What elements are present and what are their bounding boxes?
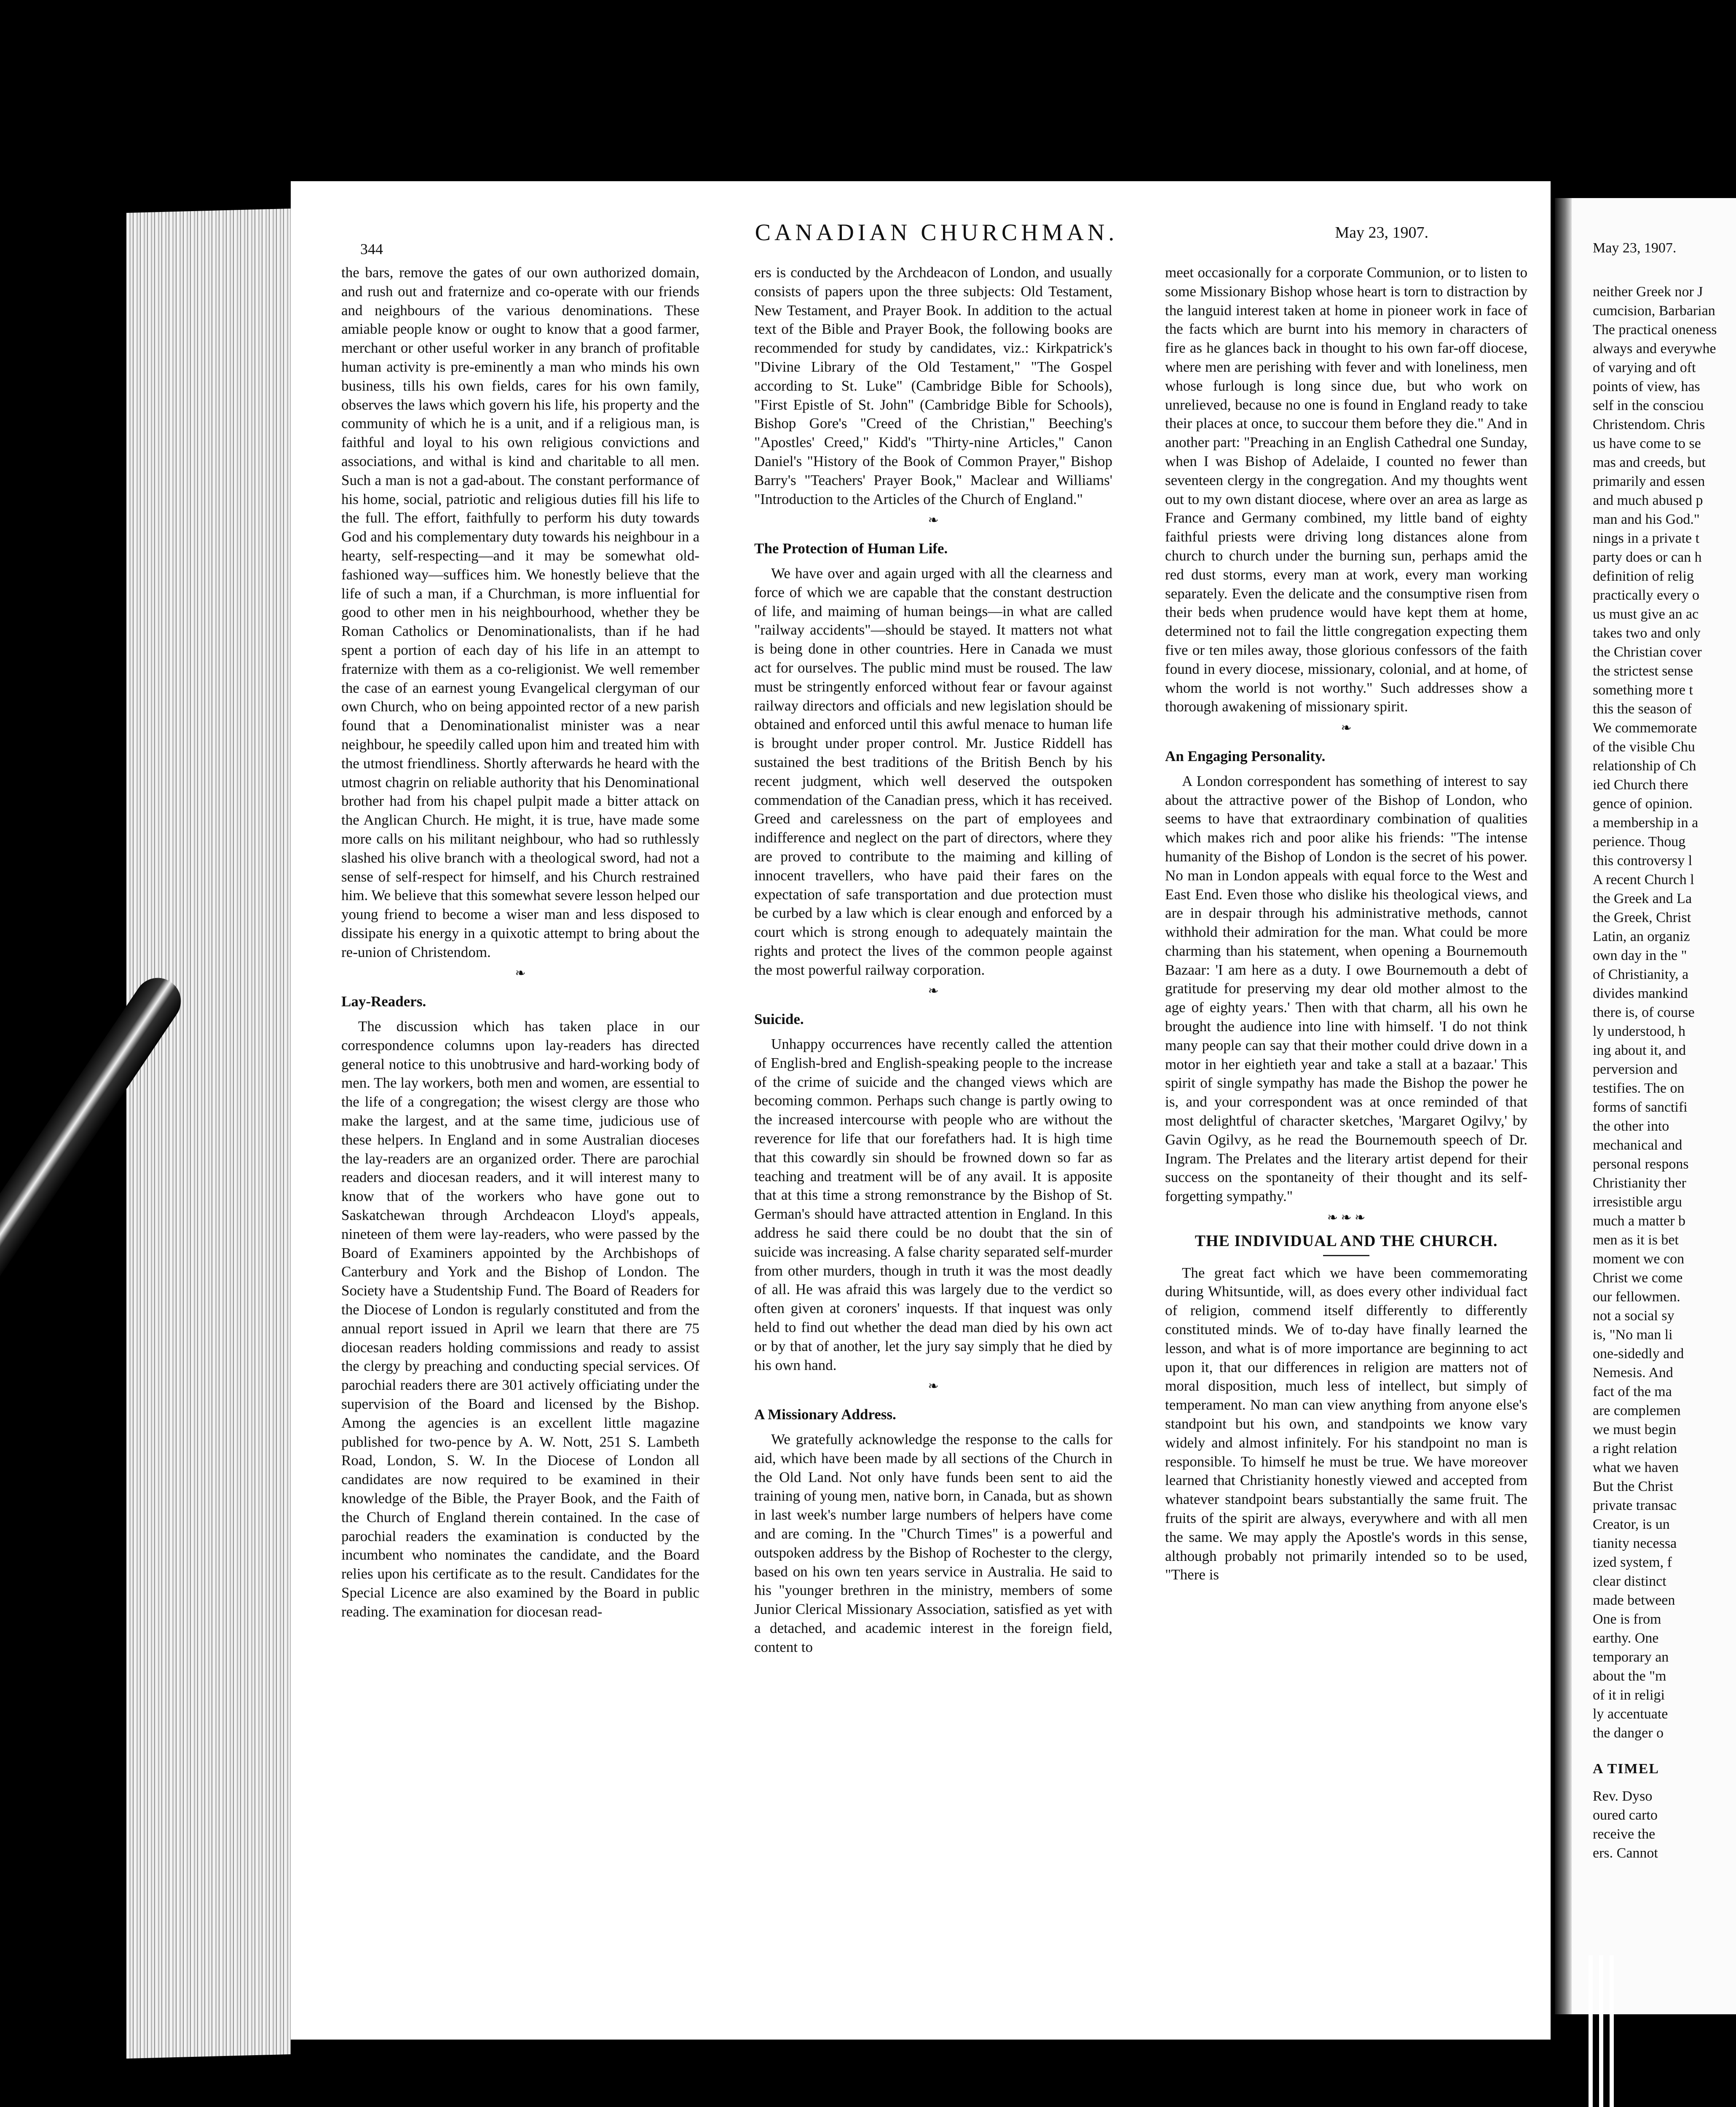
facing-page-line: receive the [1593,1826,1656,1842]
engaging-personality-body: A London correspondent has something of interest to say about the attractive power of the Bishop of London, who seems to have that extraordinary combination of qualities which makes rich and poor alike his friends: "The intense humanity of the Bishop of London is the secret of his power. No man in London appeals with equal force to the West and East End. Even those who dislike his theological views, and are in despair through his administrative methods, cannot withhold their admiration for the man. What could be more charming than his statement, when opening a Bournemouth Bazaar: 'I am here as a duty. I owe Bournemouth a debt of gratitude for preserving my dear old mother almost to the age of eighty years.' Then with that charm, all his own he brought the audience into line with himself. 'I do not think many people can say that their mother could drive down in a motor in her eightieth year and take a stall at a bazaar.' This spirit of single sympathy has made the Bishop the power he is, and your correspondent was at once reminded of that most delightful of character sketches, 'Margaret Ogilvy,' by Gavin Ogilvy, as he read the Bournemouth speech of Dr. Ingram. The Prelates and the literary artist depend for their success on the spontaneity of their thought and its self-forgetting sympathy." [1165,772,1527,1205]
facing-page-line: clear distinct [1593,1574,1666,1589]
section-ornament: ❧ [928,984,939,998]
missionary-address-body: We gratefully acknowledge the response to the calls for aid, which have been made by all sections of the Church in the Old Land. Not only have funds been sent to aid the training of young men, native born, in Canada, but as shown in last week's number large numbers of helpers have come and are coming. In the "Church Times" is a powerful and outspoken address by the Bishop of Rochester to the clergy, based on his own ten years service in Australia. He said to his "younger brethren in the ministry, members of some Junior Clerical Missionary Association, satisfied as yet with a detached, and academic interest in the foreign field, content to [754,1431,1112,1655]
facing-page-line: something more t [1593,682,1693,698]
film-margin-bars [1589,1955,1614,2107]
facing-page-line: points of view, has [1593,379,1700,394]
facing-page-line: not a social sy [1593,1308,1674,1324]
facing-page-line: we must begin [1593,1422,1677,1437]
page-number: 344 [360,241,383,257]
facing-page-line: the strictest sense [1593,663,1693,679]
facing-page-line: ing about it, and [1593,1043,1686,1058]
heading-rule [1323,1255,1369,1256]
facing-page-line: Latin, an organiz [1593,929,1690,944]
facing-page-line: One is from [1593,1611,1661,1627]
facing-page-line: private transac [1593,1498,1677,1513]
facing-page-line: temporary an [1593,1649,1669,1665]
facing-page-line: of varying and oft [1593,360,1696,375]
facing-page-line: this the season of [1593,701,1692,717]
facing-page-line: tianity necessa [1593,1536,1677,1551]
heading-individual-and-church: THE INDIVIDUAL AND THE CHURCH. [1195,1232,1498,1250]
facing-page-line: much a matter b [1593,1213,1685,1229]
column2-intro: ers is conducted by the Archdeacon of London, and usually consists of papers upon the three subjects: Old Testament, New Testament, and Prayer Book. In addition to the actual text of the Bible and Prayer Book, the following books are recommended for study by candidates, viz.: Kirkpatrick's "Divine Library of the Old Testament," "The Gospel according to St. Luke" (Cambridge Bible for Schools), "First Epistle of St. John" (Cambridge Bible for Schools), Bishop Gore's "Creed of the Christian," Beeching's "Apostles' Creed," Kidd's "Thirty-nine Articles," Canon Daniel's "History of the Book of Common Prayer," Bishop Barry's "Teachers' Prayer Book," Maclear and Williams' "Introduction to the Articles of the Church of England." [754,264,1112,507]
facing-page-line: of the visible Chu [1593,739,1695,755]
facing-page-line: one-sidedly and [1593,1346,1684,1362]
facing-page-line: the Christian cover [1593,644,1702,660]
heading-suicide: Suicide. [754,1011,804,1028]
facing-page-line: gence of opinion. [1593,796,1693,812]
section-ornament-triple: ❧ ❧ ❧ [1327,1211,1366,1225]
facing-page-line: made between [1593,1592,1675,1608]
facing-page-heading: A TIMEL [1593,1761,1659,1777]
facing-page-line: But the Christ [1593,1479,1673,1494]
facing-page-line: us have come to se [1593,436,1701,451]
facing-page-line: us must give an ac [1593,606,1699,622]
facing-page-line: fact of the ma [1593,1384,1672,1399]
facing-page-line: takes two and only [1593,625,1701,641]
facing-page-line: practically every o [1593,587,1699,603]
suicide-body: Unhappy occurrences have recently called the attention of English-bred and English-speaking people to the increase of the crime of suicide and the changed views which are becoming common. Perhaps such change is partly owing to the increased intercourse with people who are without the reverence for life that our forefathers had. It is high time that this cowardly sin should be frowned down so far as teaching and treatment will be of any avail. It is apposite that at this time a strong remonstrance by the Bishop of St. German's should have attracted attention in England. In this address he said there could be no doubt that the sin of suicide was increasing. A false charity separated self-murder from other murders, though in truth it was the most deadly of all. He was afraid this was largely due to the verdict so often given at coroners' inquests. If that inquest was only held to find out whether the dead man died by his own act or by that of another, let the jury say simply that he died by his own hand. [754,1036,1112,1373]
facing-page-line: Nemesis. And [1593,1365,1673,1381]
issue-date: May 23, 1907. [1335,224,1428,241]
facing-page-line: earthy. One [1593,1630,1659,1646]
facing-page-line: a membership in a [1593,815,1698,831]
facing-page-line: the Greek, Christ [1593,910,1691,925]
facing-page-line: A recent Church l [1593,872,1694,887]
heading-protection-of-human-life: The Protection of Human Life. [754,540,948,557]
facing-page-line: forms of sanctifi [1593,1099,1688,1115]
facing-page-line: nings in a private t [1593,531,1700,546]
heading-engaging-personality: An Engaging Personality. [1165,748,1326,764]
facing-page-line: testifies. The on [1593,1080,1685,1096]
facing-page-line: irresistible argu [1593,1194,1682,1210]
lay-readers-body: The discussion which has taken place in our correspondence columns upon lay-readers has directed general notice to this unobtrusive and hard-working body of men. The lay workers, both men and women, are essential to the life of a congregation; the wisest clergy are those who make the largest, and at the same time, judicious use of these helpers. In England and in some Australian dioceses the lay-readers are an organized order. There are parochial readers and diocesan readers, and it will interest many to know that of the workers who have gone out to Saskatchewan through Archdeacon Lloyd's appeals, nineteen of them were lay-readers, who were passed by the Board of Examiners appointed by the Archbishops of Canterbury and York and the Bishop of London. The Society have a Studentship Fund. The Board of Readers for the Diocese of London is regularly constituted and from the annual report issued in April we learn that there are 75 diocesan readers holding commissions and ready to assist the clergy by preaching and conducting special services. Of parochial readers there are 301 actively officiating under the supervision of the Board and licensed by the Bishop. Among the agencies is an excellent little magazine published for two-pence by A. W. Nott, 251 S. Lambeth Road, London, S. W. In the Diocese of London all candidates are now required to be examined in their knowledge of the Bible, the Prayer Book, and the Faith of the Church of England therein contained. In the case of parochial readers the examination is conducted by the incumbent who nominates the candidate, and the Board relies upon his certificate as to the result. Candidates for the Special Licence are also examined by the Board in public reading. The examination for diocesan read- [341,1018,699,1620]
facing-page-line: the danger o [1593,1725,1664,1741]
facing-page-line: are complemen [1593,1403,1681,1418]
column-3 [1165,263,1527,1584]
facing-page-line: ied Church there [1593,777,1688,793]
facing-page-line: primarily and essen [1593,474,1705,489]
individual-and-church-body: The great fact which we have been commemorating during Whitsuntide, will, as does every other individual fact of religion, commend itself differently to differently constituted minds. We of to-day have finally learned the lesson, and what is of more importance are beginning to act upon it, that our differences in religion are matters not of moral disposition, much less of intellect, but simply of temperament. No man can view anything from anyone else's standpoint but his own, and standpoints we know vary widely and almost infinitely. For his standpoint no man is responsible. To himself he must be true. We have moreover learned that Christianity honestly viewed and accepted from whatever standpoint bears substantially the same fruit. The fruits of the spirit are always, everywhere and with all men the same. We may apply the Apostle's words in this sense, although probably not primarily intended so to be used, "There is [1165,1264,1527,1583]
facing-page-line: self in the consciou [1593,398,1704,413]
facing-page [1555,198,1736,2014]
facing-page-line: what we haven [1593,1460,1679,1475]
facing-page-line: moment we con [1593,1251,1685,1267]
facing-page-line: the other into [1593,1118,1669,1134]
facing-page-text [1593,282,1736,1863]
facing-page-line: The practical oneness [1593,322,1717,338]
facing-page-line: own day in the " [1593,948,1687,963]
book-page-edges [126,209,291,2059]
column1-intro: the bars, remove the gates of our own authorized domain, and rush out and fraternize and co-operate with our friends and neighbours of the various denominations. These amiable people know or ought to know that a good farmer, merchant or other useful worker in any branch of profitable human activity is pre-eminently a man who minds his own business, tills his own fields, cares for his own family, observes the laws which govern his life, his property and the community of which he is a unit, and if a religious man, is faithful and loyal to his own religious convictions and associations, and withal is kind and charitable to all men. Such a man is not a gad-about. The constant performance of his home, social, patriotic and religious duties fill his life to the full. The effort, faithfully to perform his duty towards God and his complementary duty towards his neighbour in a hearty, self-respecting—and it may be somewhat old-fashioned way—suffices him. We honestly believe that the life of such a man, if a Churchman, is more influential for good to other men in his neighbourhood, whether they be Roman Catholics or Denominationalists, than if he had spent a portion of each day of his life in an attempt to fraternize with them as a co-religionist. We well remember the case of an earnest young Evangelical clergyman of our own Church, who on being appointed rector of a new parish found that a Denominationalist minister was a near neighbour, he speedily called upon him and treated him with the utmost friendliness. Shortly afterwards he heard with the utmost chagrin on reliable authority that his Denominational brother had from his chapel pulpit made a bitter attack on the Anglican Church. He might, it is true, have made some more calls on his militant neighbour, who had so ruthlessly slashed his olive branch with a theological sword, had not a sense of self-respect for himself, and his Church restrained him. We believe that this somewhat severe lesson helped our young friend to become a wiser man and less disposed to dissipate his energy in a quixotic attempt to bring about the re-union of Christendom. [341,264,699,960]
column-1 [341,263,699,1622]
facing-page-line: cumcision, Barbarian [1593,303,1715,319]
facing-page-line: the Greek and La [1593,891,1692,906]
facing-page-line: is, "No man li [1593,1327,1673,1343]
section-ornament: ❧ [928,513,939,528]
facing-page-line: Christendom. Chris [1593,417,1705,432]
page-header [360,215,1513,257]
facing-page-line: men as it is bet [1593,1232,1679,1248]
facing-page-line: a right relation [1593,1441,1677,1456]
facing-page-line: ers. Cannot [1593,1845,1658,1861]
column3-intro: meet occasionally for a corporate Communion, or to listen to some Missionary Bishop whose heart is torn to distraction by the languid interest taken at home in pioneer work in face of the facts which are burnt into his memory in characters of fire as he glances back in thought to his own far-off diocese, where men are perishing with fever and with loneliness, men whose furlough is long since due, but who work on unrelieved, because no one is found in England ready to take their places at once, to succour them before they die." And in another part: "Preaching in an English Cathedral one Sunday, when I was Bishop of Adelaide, I counted no fewer than seventeen clergy in the congregation. And my thoughts went out to my own distant diocese, where over an area as large as France and Germany combined, my little band of eighty faithful priests were driving long distances alone from church to church under the burning sun, perhaps amid the red dust storms, every man at work, every man working separately. Even the delicate and the consumptive risen from their beds when prudence would have kept them at home, determined not to fail the little congregation expecting them five or ten miles away, those glorious confessors of the faith found in every diocese, missionary, colonial, and at home, of whom the world is not worthy." Such addresses show a thorough awakening of missionary spirit. [1165,264,1527,715]
facing-page-line: oured carto [1593,1807,1658,1823]
masthead: CANADIAN CHURCHMAN. [755,220,1118,246]
facing-page-line: Rev. Dyso [1593,1788,1653,1804]
facing-page-line: of it in religi [1593,1687,1665,1703]
facing-page-line: party does or can h [1593,550,1702,565]
facing-page-line: this controversy l [1593,853,1693,869]
section-ornament: ❧ [515,966,526,981]
facing-page-line: ized system, f [1593,1555,1672,1570]
facing-page-line: mas and creeds, but [1593,455,1706,470]
facing-page-line: man and his God." [1593,512,1700,527]
protection-of-human-life-body: We have over and again urged with all the clearness and force of which we are capable that the constant destruction of life, and maiming of human beings—in what are called "railway accidents"—should be stayed. It matters not what is being done in other countries. Here in Canada we must act for ourselves. The public mind must be roused. The law must be stringently enforced without fear or favour against railway directors and officials and new legislation should be obtained and enforced until this awful menace to human life is brought under proper control. Mr. Justice Riddell has sustained the best traditions of the British Bench by his recent judgment, which well deserved the outspoken commendation of the Canadian press, which it has received. Greed and carelessness on the part of employees and indifference and neglect on the part of directors, where they are proved to contribute to the maiming and killing of innocent travellers, who have paid their fares on the expectation of safe transportation and due protection must be curbed by a law which is clear enough and enforced by a court which is strong enough to adequately maintain the rights and protect the lives of the common people against the most powerful railway corporation. [754,565,1112,978]
heading-missionary-address: A Missionary Address. [754,1406,896,1423]
facing-page-line: Christ we come [1593,1270,1683,1286]
facing-page-line: perversion and [1593,1062,1678,1077]
facing-page-line: about the "m [1593,1668,1666,1684]
section-ornament: ❧ [1341,721,1352,735]
facing-page-line: neither Greek nor J [1593,284,1703,300]
facing-page-line: mechanical and [1593,1137,1682,1153]
facing-page-line: and much abused p [1593,493,1703,508]
facing-page-line: always and everywhe [1593,341,1716,357]
facing-page-line: of Christianity, a [1593,967,1689,982]
facing-page-date: May 23, 1907. [1593,240,1677,256]
facing-page-line: personal respons [1593,1156,1689,1172]
facing-page-line: ly accentuate [1593,1706,1668,1722]
page-gutter [1555,198,1572,2014]
facing-page-line: our fellowmen. [1593,1289,1680,1305]
facing-page-line: perience. Thoug [1593,834,1686,850]
facing-page-line: Creator, is un [1593,1517,1670,1532]
section-ornament: ❧ [928,1379,939,1394]
facing-page-line: there is, of course [1593,1005,1695,1020]
facing-page-line: divides mankind [1593,986,1688,1001]
facing-page-line: definition of relig [1593,568,1694,584]
newspaper-page [291,181,1551,2040]
facing-page-line: ly understood, h [1593,1024,1686,1039]
facing-page-line: We commemorate [1593,720,1697,736]
heading-lay-readers: Lay-Readers. [341,993,426,1010]
column-2 [754,263,1112,1657]
facing-page-line: Christianity ther [1593,1175,1686,1191]
facing-page-line: relationship of Ch [1593,758,1696,774]
spacer [1593,1778,1736,1787]
